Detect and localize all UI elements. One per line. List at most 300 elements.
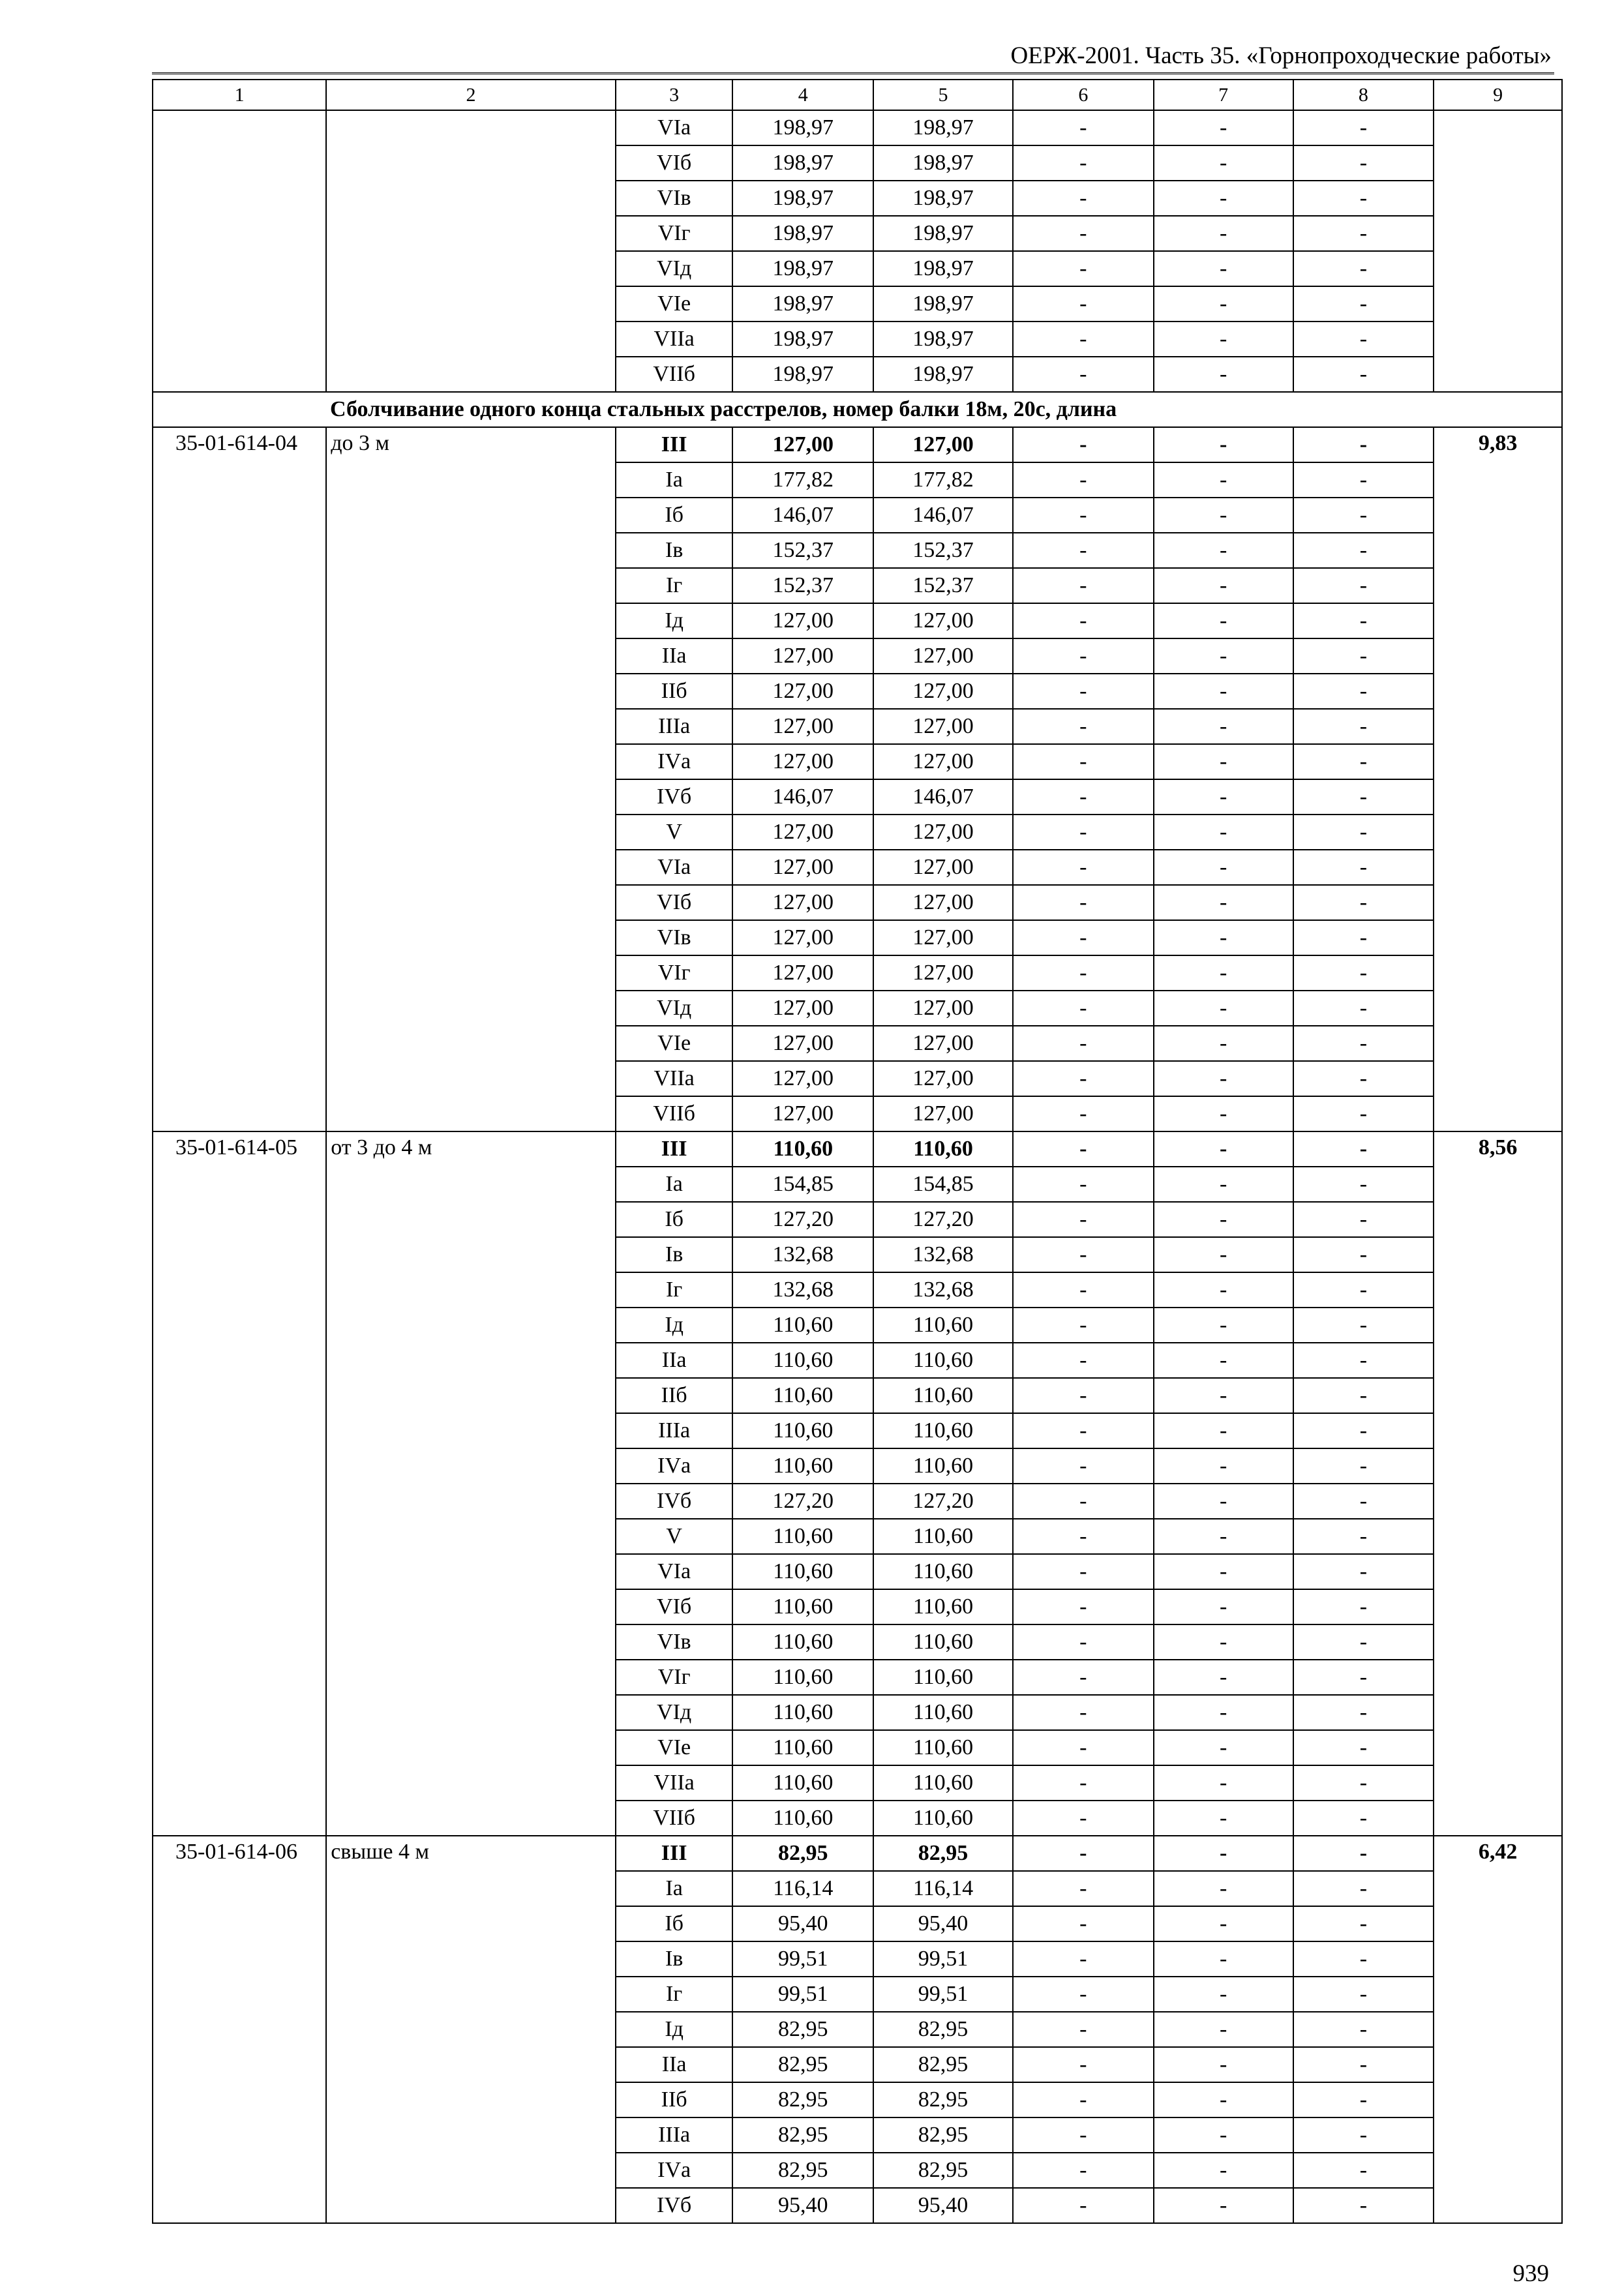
value-cell-col4: 127,00 (732, 955, 873, 991)
value-cell-col8: - (1293, 1871, 1434, 1906)
value-cell-col4: 82,95 (732, 2153, 873, 2188)
value-cell-col6: - (1013, 1519, 1154, 1554)
value-cell-col7: - (1154, 920, 1293, 955)
value-cell-col6: - (1013, 1624, 1154, 1660)
value-cell-col8: - (1293, 1484, 1434, 1519)
value-cell-col6: - (1013, 2047, 1154, 2082)
value-cell-col5: 198,97 (873, 145, 1013, 181)
value-cell-col7: - (1154, 1836, 1293, 1871)
category-cell: VIа (616, 850, 732, 885)
category-cell: IVа (616, 2153, 732, 2188)
norm-name: свыше 4 м (326, 1836, 616, 2223)
value-cell-col6: - (1013, 1096, 1154, 1131)
value-cell-col8: - (1293, 1308, 1434, 1343)
value-cell-col5: 127,00 (873, 1096, 1013, 1131)
table-row (153, 1836, 1562, 1871)
value-cell-col8: - (1293, 2188, 1434, 2223)
value-cell-col8: - (1293, 2153, 1434, 2188)
value-cell-col7: - (1154, 357, 1293, 392)
value-cell-col6: - (1013, 286, 1154, 322)
norm-total: 9,83 (1434, 427, 1562, 1131)
category-cell: VIIб (616, 357, 732, 392)
value-cell-col7: - (1154, 1624, 1293, 1660)
value-cell-col5: 132,68 (873, 1272, 1013, 1308)
value-cell-col7: - (1154, 462, 1293, 498)
value-cell-col4: 198,97 (732, 251, 873, 286)
value-cell-col8: - (1293, 1167, 1434, 1202)
category-cell: VIд (616, 991, 732, 1026)
value-cell-col6: - (1013, 1554, 1154, 1589)
value-cell-col6: - (1013, 533, 1154, 568)
value-cell-col5: 132,68 (873, 1237, 1013, 1272)
category-cell: V (616, 815, 732, 850)
value-cell-col7: - (1154, 1977, 1293, 2012)
value-cell-col5: 110,60 (873, 1343, 1013, 1378)
value-cell-col4: 95,40 (732, 1906, 873, 1941)
value-cell-col4: 198,97 (732, 181, 873, 216)
value-cell-col6: - (1013, 1202, 1154, 1237)
value-cell-col4: 110,60 (732, 1660, 873, 1695)
value-cell-col7: - (1154, 145, 1293, 181)
value-cell-col8: - (1293, 181, 1434, 216)
category-cell: IIIа (616, 1413, 732, 1448)
category-cell: VIв (616, 920, 732, 955)
value-cell-col6: - (1013, 357, 1154, 392)
value-cell-col8: - (1293, 2047, 1434, 2082)
value-cell-col8: - (1293, 357, 1434, 392)
value-cell-col6: - (1013, 322, 1154, 357)
value-cell-col4: 110,60 (732, 1589, 873, 1624)
value-cell-col5: 127,00 (873, 603, 1013, 638)
value-cell-col7: - (1154, 1378, 1293, 1413)
value-cell-col7: - (1154, 885, 1293, 920)
category-cell: IIа (616, 1343, 732, 1378)
value-cell-col6: - (1013, 1343, 1154, 1378)
value-cell-col4: 152,37 (732, 533, 873, 568)
value-cell-col8: - (1293, 1026, 1434, 1061)
value-cell-col5: 127,00 (873, 709, 1013, 744)
value-cell-col8: - (1293, 1906, 1434, 1941)
category-cell: VIг (616, 955, 732, 991)
value-cell-col8: - (1293, 1202, 1434, 1237)
category-cell: Iд (616, 1308, 732, 1343)
category-cell: Iд (616, 2012, 732, 2047)
value-cell-col4: 127,00 (732, 920, 873, 955)
value-cell-col7: - (1154, 1343, 1293, 1378)
value-cell-col6: - (1013, 568, 1154, 603)
value-cell-col8: - (1293, 533, 1434, 568)
value-cell-col7: - (1154, 1589, 1293, 1624)
value-cell-col6: - (1013, 1131, 1154, 1167)
value-cell-col7: - (1154, 815, 1293, 850)
value-cell-col5: 127,20 (873, 1484, 1013, 1519)
value-cell-col5: 127,00 (873, 955, 1013, 991)
value-cell-col7: - (1154, 744, 1293, 779)
value-cell-col4: 198,97 (732, 286, 873, 322)
value-cell-col8: - (1293, 2012, 1434, 2047)
value-cell-col7: - (1154, 1554, 1293, 1589)
value-cell-col6: - (1013, 1871, 1154, 1906)
value-cell-col5: 110,60 (873, 1695, 1013, 1730)
value-cell-col6: - (1013, 216, 1154, 251)
value-cell-col8: - (1293, 744, 1434, 779)
category-cell: Iг (616, 1977, 732, 2012)
value-cell-col7: - (1154, 2153, 1293, 2188)
total-cell (1434, 110, 1562, 392)
value-cell-col7: - (1154, 498, 1293, 533)
norm-total: 6,42 (1434, 1836, 1562, 2223)
value-cell-col5: 127,00 (873, 744, 1013, 779)
value-cell-col5: 82,95 (873, 2012, 1013, 2047)
value-cell-col7: - (1154, 1237, 1293, 1272)
value-cell-col6: - (1013, 427, 1154, 462)
category-cell: VIIб (616, 1096, 732, 1131)
value-cell-col5: 110,60 (873, 1554, 1013, 1589)
value-cell-col7: - (1154, 286, 1293, 322)
category-cell: VIа (616, 110, 732, 145)
code-cell (153, 110, 326, 392)
value-cell-col5: 127,20 (873, 1202, 1013, 1237)
value-cell-col6: - (1013, 955, 1154, 991)
value-cell-col8: - (1293, 1343, 1434, 1378)
value-cell-col6: - (1013, 1308, 1154, 1343)
value-cell-col4: 127,00 (732, 1026, 873, 1061)
value-cell-col4: 110,60 (732, 1801, 873, 1836)
value-cell-col8: - (1293, 815, 1434, 850)
value-cell-col7: - (1154, 1413, 1293, 1448)
value-cell-col7: - (1154, 216, 1293, 251)
column-number: 8 (1293, 80, 1434, 110)
value-cell-col4: 146,07 (732, 779, 873, 815)
value-cell-col4: 82,95 (732, 2082, 873, 2117)
value-cell-col6: - (1013, 638, 1154, 674)
category-cell: Iб (616, 498, 732, 533)
category-cell: Iб (616, 1202, 732, 1237)
value-cell-col5: 154,85 (873, 1167, 1013, 1202)
value-cell-col5: 110,60 (873, 1131, 1013, 1167)
page-header (152, 38, 1554, 74)
value-cell-col5: 110,60 (873, 1519, 1013, 1554)
value-cell-col4: 132,68 (732, 1237, 873, 1272)
value-cell-col7: - (1154, 991, 1293, 1026)
value-cell-col4: 99,51 (732, 1941, 873, 1977)
value-cell-col5: 198,97 (873, 216, 1013, 251)
category-cell: VIд (616, 251, 732, 286)
column-number: 9 (1434, 80, 1562, 110)
value-cell-col8: - (1293, 1096, 1434, 1131)
value-cell-col5: 198,97 (873, 286, 1013, 322)
value-cell-col7: - (1154, 1906, 1293, 1941)
value-cell-col6: - (1013, 145, 1154, 181)
value-cell-col7: - (1154, 1167, 1293, 1202)
value-cell-col7: - (1154, 2047, 1293, 2082)
table-row (153, 110, 1562, 145)
value-cell-col7: - (1154, 955, 1293, 991)
category-cell: VIг (616, 1660, 732, 1695)
value-cell-col5: 198,97 (873, 110, 1013, 145)
category-cell: Iа (616, 462, 732, 498)
value-cell-col7: - (1154, 322, 1293, 357)
value-cell-col4: 110,60 (732, 1131, 873, 1167)
value-cell-col4: 110,60 (732, 1343, 873, 1378)
value-cell-col4: 127,00 (732, 603, 873, 638)
value-cell-col4: 116,14 (732, 1871, 873, 1906)
column-number: 1 (153, 80, 326, 110)
value-cell-col7: - (1154, 1801, 1293, 1836)
value-cell-col4: 82,95 (732, 2012, 873, 2047)
category-cell: Iв (616, 1237, 732, 1272)
value-cell-col5: 146,07 (873, 498, 1013, 533)
value-cell-col8: - (1293, 2117, 1434, 2153)
value-cell-col8: - (1293, 1836, 1434, 1871)
value-cell-col5: 198,97 (873, 322, 1013, 357)
value-cell-col6: - (1013, 1448, 1154, 1484)
norm-name: от 3 до 4 м (326, 1131, 616, 1836)
value-cell-col6: - (1013, 1167, 1154, 1202)
category-cell: III (616, 1131, 732, 1167)
category-cell: VIе (616, 1026, 732, 1061)
column-number: 6 (1013, 80, 1154, 110)
column-number-row (153, 80, 1562, 110)
value-cell-col6: - (1013, 251, 1154, 286)
value-cell-col4: 127,00 (732, 674, 873, 709)
value-cell-col5: 95,40 (873, 2188, 1013, 2223)
value-cell-col5: 127,00 (873, 674, 1013, 709)
value-cell-col8: - (1293, 1695, 1434, 1730)
value-cell-col4: 99,51 (732, 1977, 873, 2012)
value-cell-col6: - (1013, 850, 1154, 885)
value-cell-col4: 110,60 (732, 1624, 873, 1660)
value-cell-col4: 110,60 (732, 1308, 873, 1343)
value-cell-col8: - (1293, 1730, 1434, 1765)
category-cell: IIа (616, 638, 732, 674)
value-cell-col4: 82,95 (732, 2047, 873, 2082)
value-cell-col4: 132,68 (732, 1272, 873, 1308)
norm-name: до 3 м (326, 427, 616, 1131)
value-cell-col8: - (1293, 603, 1434, 638)
value-cell-col7: - (1154, 110, 1293, 145)
value-cell-col6: - (1013, 815, 1154, 850)
value-cell-col7: - (1154, 1519, 1293, 1554)
category-cell: IIб (616, 2082, 732, 2117)
value-cell-col8: - (1293, 1272, 1434, 1308)
value-cell-col4: 110,60 (732, 1413, 873, 1448)
value-cell-col6: - (1013, 674, 1154, 709)
value-cell-col6: - (1013, 603, 1154, 638)
value-cell-col5: 127,00 (873, 920, 1013, 955)
value-cell-col8: - (1293, 145, 1434, 181)
category-cell: Iг (616, 1272, 732, 1308)
value-cell-col6: - (1013, 885, 1154, 920)
value-cell-col5: 82,95 (873, 2047, 1013, 2082)
category-cell: VIд (616, 1695, 732, 1730)
norm-code: 35-01-614-06 (153, 1836, 326, 2223)
value-cell-col6: - (1013, 2188, 1154, 2223)
value-cell-col8: - (1293, 251, 1434, 286)
value-cell-col8: - (1293, 1413, 1434, 1448)
value-cell-col4: 110,60 (732, 1378, 873, 1413)
value-cell-col7: - (1154, 1448, 1293, 1484)
value-cell-col7: - (1154, 1695, 1293, 1730)
category-cell: IVб (616, 779, 732, 815)
value-cell-col5: 110,60 (873, 1589, 1013, 1624)
value-cell-col8: - (1293, 850, 1434, 885)
value-cell-col5: 127,00 (873, 991, 1013, 1026)
value-cell-col8: - (1293, 110, 1434, 145)
value-cell-col4: 152,37 (732, 568, 873, 603)
value-cell-col5: 127,00 (873, 427, 1013, 462)
category-cell: Iг (616, 568, 732, 603)
value-cell-col4: 198,97 (732, 322, 873, 357)
value-cell-col6: - (1013, 498, 1154, 533)
category-cell: IIб (616, 1378, 732, 1413)
value-cell-col6: - (1013, 1589, 1154, 1624)
value-cell-col8: - (1293, 1765, 1434, 1801)
value-cell-col4: 127,00 (732, 744, 873, 779)
value-cell-col6: - (1013, 1272, 1154, 1308)
value-cell-col5: 82,95 (873, 1836, 1013, 1871)
value-cell-col5: 146,07 (873, 779, 1013, 815)
category-cell: Iв (616, 533, 732, 568)
value-cell-col8: - (1293, 1519, 1434, 1554)
value-cell-col6: - (1013, 1660, 1154, 1695)
value-cell-col5: 110,60 (873, 1624, 1013, 1660)
value-cell-col4: 177,82 (732, 462, 873, 498)
value-cell-col8: - (1293, 709, 1434, 744)
value-cell-col5: 127,00 (873, 885, 1013, 920)
value-cell-col4: 198,97 (732, 357, 873, 392)
value-cell-col6: - (1013, 181, 1154, 216)
category-cell: VIIб (616, 1801, 732, 1836)
value-cell-col4: 127,00 (732, 1096, 873, 1131)
value-cell-col7: - (1154, 1026, 1293, 1061)
norm-code: 35-01-614-05 (153, 1131, 326, 1836)
value-cell-col7: - (1154, 2082, 1293, 2117)
category-cell: IIа (616, 2047, 732, 2082)
value-cell-col5: 116,14 (873, 1871, 1013, 1906)
value-cell-col4: 82,95 (732, 2117, 873, 2153)
category-cell: IVа (616, 1448, 732, 1484)
value-cell-col7: - (1154, 1202, 1293, 1237)
value-cell-col5: 110,60 (873, 1448, 1013, 1484)
column-number: 7 (1154, 80, 1293, 110)
value-cell-col4: 110,60 (732, 1448, 873, 1484)
value-cell-col4: 198,97 (732, 216, 873, 251)
category-cell: VIв (616, 181, 732, 216)
value-cell-col8: - (1293, 885, 1434, 920)
value-cell-col6: - (1013, 779, 1154, 815)
category-cell: VIг (616, 216, 732, 251)
value-cell-col6: - (1013, 1378, 1154, 1413)
value-cell-col6: - (1013, 1765, 1154, 1801)
value-cell-col4: 154,85 (732, 1167, 873, 1202)
value-cell-col5: 82,95 (873, 2117, 1013, 2153)
value-cell-col7: - (1154, 1096, 1293, 1131)
value-cell-col6: - (1013, 1026, 1154, 1061)
value-cell-col7: - (1154, 638, 1293, 674)
value-cell-col8: - (1293, 427, 1434, 462)
category-cell: IIIа (616, 709, 732, 744)
value-cell-col8: - (1293, 1448, 1434, 1484)
value-cell-col7: - (1154, 2117, 1293, 2153)
value-cell-col5: 82,95 (873, 2153, 1013, 2188)
value-cell-col5: 152,37 (873, 568, 1013, 603)
category-cell: Iв (616, 1941, 732, 1977)
value-cell-col8: - (1293, 2082, 1434, 2117)
value-cell-col7: - (1154, 181, 1293, 216)
category-cell: IIIа (616, 2117, 732, 2153)
value-cell-col7: - (1154, 1871, 1293, 1906)
value-cell-col8: - (1293, 991, 1434, 1026)
value-cell-col5: 110,60 (873, 1413, 1013, 1448)
table-body (153, 80, 1562, 2223)
value-cell-col5: 198,97 (873, 357, 1013, 392)
value-cell-col6: - (1013, 920, 1154, 955)
value-cell-col5: 82,95 (873, 2082, 1013, 2117)
value-cell-col5: 110,60 (873, 1308, 1013, 1343)
value-cell-col8: - (1293, 1237, 1434, 1272)
value-cell-col5: 127,00 (873, 1061, 1013, 1096)
value-cell-col4: 198,97 (732, 110, 873, 145)
value-cell-col6: - (1013, 1484, 1154, 1519)
value-cell-col8: - (1293, 1378, 1434, 1413)
value-cell-col5: 95,40 (873, 1906, 1013, 1941)
category-cell: VIб (616, 885, 732, 920)
category-cell: IVб (616, 1484, 732, 1519)
value-cell-col8: - (1293, 1660, 1434, 1695)
category-cell: VIе (616, 1730, 732, 1765)
value-cell-col7: - (1154, 674, 1293, 709)
value-cell-col8: - (1293, 216, 1434, 251)
name-cell (326, 110, 616, 392)
value-cell-col5: 198,97 (873, 251, 1013, 286)
column-number: 4 (732, 80, 873, 110)
value-cell-col6: - (1013, 1695, 1154, 1730)
value-cell-col6: - (1013, 2117, 1154, 2153)
value-cell-col6: - (1013, 1730, 1154, 1765)
value-cell-col7: - (1154, 1061, 1293, 1096)
value-cell-col4: 198,97 (732, 145, 873, 181)
value-cell-col7: - (1154, 1484, 1293, 1519)
norm-code: 35-01-614-04 (153, 427, 326, 1131)
value-cell-col5: 152,37 (873, 533, 1013, 568)
value-cell-col6: - (1013, 110, 1154, 145)
value-cell-col4: 127,00 (732, 709, 873, 744)
category-cell: V (616, 1519, 732, 1554)
value-cell-col5: 177,82 (873, 462, 1013, 498)
value-cell-col6: - (1013, 1941, 1154, 1977)
value-cell-col8: - (1293, 568, 1434, 603)
category-cell: IVб (616, 2188, 732, 2223)
value-cell-col6: - (1013, 1977, 1154, 2012)
category-cell: III (616, 1836, 732, 1871)
value-cell-col6: - (1013, 1801, 1154, 1836)
value-cell-col4: 127,00 (732, 885, 873, 920)
value-cell-col5: 110,60 (873, 1378, 1013, 1413)
value-cell-col4: 127,00 (732, 1061, 873, 1096)
category-cell: Iб (616, 1906, 732, 1941)
value-cell-col7: - (1154, 2012, 1293, 2047)
category-cell: VIIа (616, 1061, 732, 1096)
value-cell-col5: 110,60 (873, 1730, 1013, 1765)
value-cell-col4: 146,07 (732, 498, 873, 533)
value-cell-col7: - (1154, 1308, 1293, 1343)
value-cell-col7: - (1154, 1765, 1293, 1801)
value-cell-col7: - (1154, 850, 1293, 885)
value-cell-col7: - (1154, 1272, 1293, 1308)
value-cell-col4: 127,00 (732, 991, 873, 1026)
value-cell-col4: 110,60 (732, 1695, 873, 1730)
